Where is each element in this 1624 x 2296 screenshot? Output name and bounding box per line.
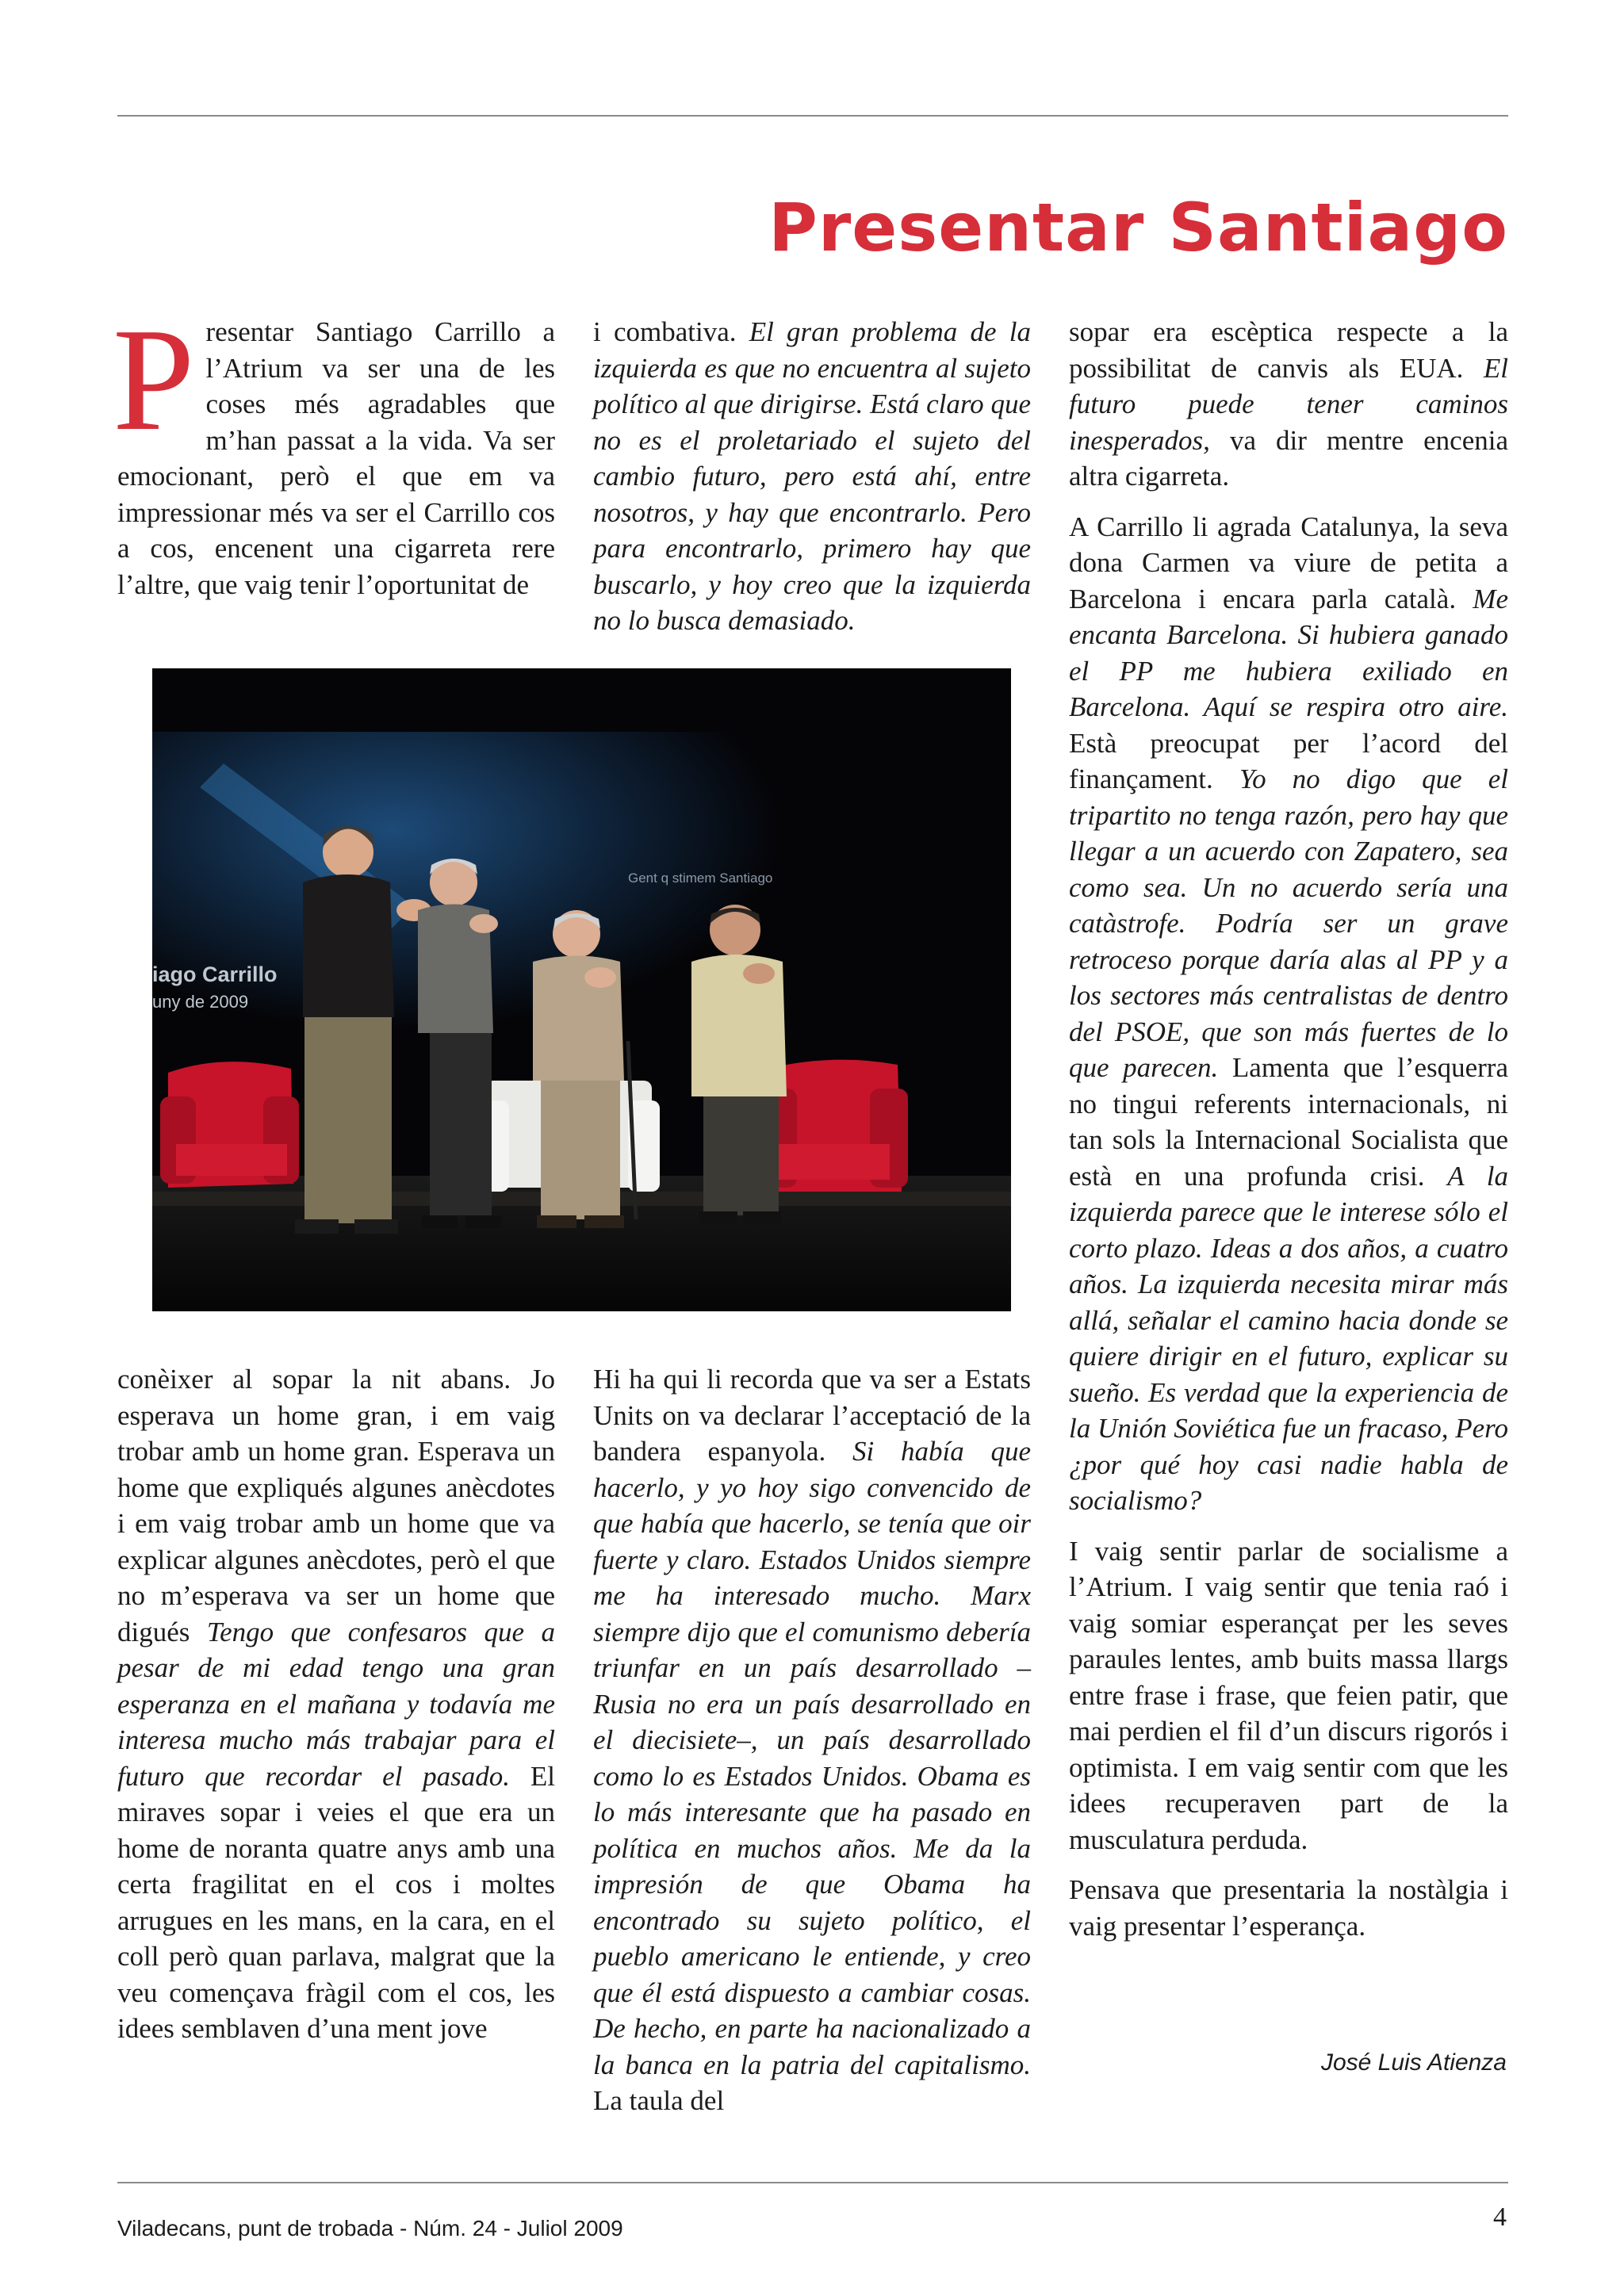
paragraph: Presentar Santiago Carrillo a l’Atrium va ser una de les coses més agradables que m’han passat a la vida. Va ser emocionant, però el que em va impressionar més va ser el Carrillo cos a cos, encenent una cigarreta rere l’altre, que vaig tenir l’oportunitat de (113, 298, 555, 600)
top-rule (117, 115, 1508, 117)
person-2 (418, 859, 501, 1228)
red-armchair-left (160, 1062, 299, 1188)
event-photo (152, 668, 1011, 1311)
article-title: Presentar Santiago (768, 189, 1508, 266)
column-2-top (593, 314, 1031, 639)
paragraph: Pensava que presentaria la nostàlgia i vaig presentar l’esperança. (1069, 1874, 1508, 1942)
screen-caption-date: uny de 2009 (152, 992, 249, 1012)
screen-caption-right: Gent q stimem Santiago (628, 871, 773, 886)
page-number: 4 (1493, 2202, 1507, 2232)
column-1-bottom (117, 1361, 555, 2047)
bottom-rule (117, 2182, 1508, 2183)
footer-publication: Viladecans, punt de trobada - Núm. 24 - Juliol 2009 (117, 2216, 623, 2241)
column-3 (1069, 314, 1508, 1944)
paragraph: sopar era escèptica respecte a la possibilitat de canvis als EUA. El futuro puede tener caminos inesperados, va dir mentre encenia altra cigarreta. (1069, 316, 1508, 492)
paragraph: Hi ha qui li recorda que va ser a Estats Units on va declarar l’acceptació de la bandera espanyola. Si había que hacerlo, y yo hoy sigo convencido de que había que hacerlo, se tenía que oir fuerte y claro. Estados Unidos siempre me ha interesado mucho. Marx siempre dijo que el comunismo debería triunfar en un país desarrollado –Rusia no era un país desarrollado en el diecisiete–, un país desarrollado como lo es Estados Unidos. Obama es lo más interesante que ha pasado en política en muchos años. Me da la impresión de que Obama ha encontrado su sujeto político, el pueblo americano le entiende, y creo que él está dispuesto a cambiar cosas. De hecho, en parte ha nacionalizado a la banca en la patria del capitalismo. La taula del (593, 1364, 1031, 2116)
paragraph: i combativa. El gran problema de la izquierda es que no encuentra al sujeto político al que dirigirse. Está claro que no es el proletariado el sujeto del cambio futuro, pero está ahí, entre nosotros, y hay que encontrarlo. Pero para encontrarlo, primero hay que buscarlo, y hoy creo que la izquierda no lo busca demasiado. (593, 316, 1031, 636)
author-signature: José Luis Atienza (1320, 2049, 1507, 2076)
column-1-top (113, 298, 555, 603)
column-2-bottom (593, 1361, 1031, 2119)
paragraph: A Carrillo li agrada Catalunya, la seva dona Carmen va viure de petita a Barcelona i encara parla català. Me encanta Barcelona. Si hubiera ganado el PP me hubiera exiliado en Barcelona. Aquí se respira otro aire. Està preocupat per l’acord del finançament. Yo no digo que el tripartito no tenga razón, pero hay que llegar a un acuerdo con Zapatero, sea como sea. Un no acuerdo sería una catàstrofe. Podría ser un grave retroceso porque daría alas al PP y a los sectores más centralistas de dentro del PSOE, que son más fuertes de lo que parecen. Lamenta que l’esquerra no tingui referents internacionals, ni tan sols la Internacional Socialista que està en una profunda crisi. A la izquierda parece que le interese sólo el corto plazo. Ideas a dos años, a cuatro años. La izquierda necesita mirar más allá, señalar el camino hacia donde se quiere dirigir en el futuro, explicar su sueño. Es verdad que la experiencia de la Unión Soviética fue un fracaso, Pero ¿por qué hoy casi nadie habla de socialismo? (1069, 511, 1508, 1516)
screen-caption: iago Carrillo (152, 962, 278, 986)
drop-cap: P (113, 298, 195, 461)
paragraph: conèixer al sopar la nit abans. Jo esperava un home gran, i em vaig trobar amb un home gran. Esperava un home que expliqués algunes anècdotes i em vaig trobar amb un home que va explicar algunes anècdotes, però el que no m’esperava va ser un home que digués Tengo que confesaros que a pesar de mi edad tengo una gran esperanza en el mañana y todavía me interesa mucho más trabajar para el futuro que recordar el pasado. El miraves sopar i veies el que era un home de noranta quatre anys amb una certa fragilitat en el cos i moltes arrugues en les mans, en la cara, en el coll però quan parlava, malgrat que la veu començava fràgil com el cos, les idees semblaven d’una ment jove (117, 1364, 555, 2044)
photo-illustration (152, 668, 1011, 1311)
paragraph: I vaig sentir parlar de socialisme a l’Atrium. I vaig sentir que tenia raó i vaig somiar esperançat per les seves paraules lentes, amb buits massa llargs entre frase i frase, que feien patir, que mai perdien el fil d’un discurs rigorós i optimista. I em vaig sentir com que les idees recuperaven part de la musculatura perduda. (1069, 1535, 1508, 1855)
